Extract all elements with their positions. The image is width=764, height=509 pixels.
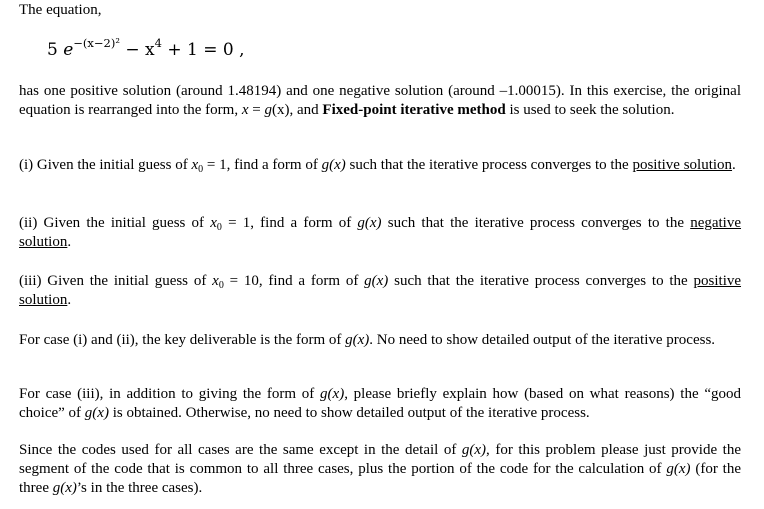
- case-iii-note: [19, 385, 741, 423]
- item-i: [19, 156, 741, 175]
- case3-text-2: , please briefly explain how (based on what reasons) the “good choice” of: [19, 386, 742, 421]
- case3-text-3: is obtained. Otherwise, no need to show detailed output of the iterative process.: [108, 405, 590, 421]
- item-iii-g: g(x): [364, 273, 389, 289]
- description-paragraph: [19, 82, 741, 120]
- item-iii-end: .: [67, 292, 72, 308]
- method-name: Fixed-point iterative method: [322, 102, 506, 118]
- cases-note-text: For case (i) and (ii), the key deliverable is the form of: [19, 332, 346, 348]
- item-i-target: positive solution: [632, 157, 733, 173]
- code-g2: g(x): [666, 461, 691, 477]
- item-ii-end: .: [67, 234, 72, 250]
- equation-minus-x: − x: [125, 40, 155, 60]
- item-i-end: .: [732, 157, 736, 173]
- form-g: g: [264, 102, 272, 118]
- equation-exp-base: e: [63, 40, 74, 60]
- cases-note-g: g(x): [345, 332, 370, 348]
- item-iii-var: x: [212, 273, 219, 289]
- item-ii-var: x: [210, 215, 217, 231]
- item-ii-mid: = 1, find a form of: [221, 215, 358, 231]
- case3-text: For case (iii), in addition to giving the form of: [19, 386, 321, 402]
- item-ii-subscript: 0: [216, 222, 222, 233]
- item-i-g: g(x): [321, 157, 346, 173]
- intro-text: The equation,: [19, 2, 102, 18]
- item-i-mid: = 1, find a form of: [203, 157, 322, 173]
- code-text-3: (for the three: [19, 461, 742, 496]
- item-iii-mid: = 10, find a form of: [223, 273, 365, 289]
- code-text-2: , for this problem please just provide the segment of the code that is common to all three cases, plus the portion of the code for the calculation of: [19, 442, 741, 477]
- description-text-3: is used to seek the solution.: [505, 102, 675, 118]
- item-i-pre: (i) Given the initial guess of: [19, 157, 192, 173]
- form-x: x: [241, 102, 249, 118]
- item-ii: [19, 214, 741, 252]
- equation-coefficient: 5: [47, 40, 58, 60]
- item-iii-target: positive solution: [19, 273, 742, 308]
- code-text: Since the codes used for all cases are the same except in the detail of: [19, 442, 462, 458]
- equation-exponent: −(x−2)²: [73, 36, 120, 50]
- item-ii-post: such that the iterative process converges to the: [381, 215, 691, 231]
- cases-i-ii-note: [19, 331, 741, 350]
- cases-note-text-2: . No need to show detailed output of the iterative process.: [369, 332, 716, 348]
- case3-g2: g(x): [84, 405, 109, 421]
- equation-x-power: 4: [154, 36, 162, 50]
- code-instruction: [19, 441, 741, 498]
- description-text-2: , and: [289, 102, 323, 118]
- equation: [47, 38, 245, 62]
- equation-rest: + 1 = 0 ,: [167, 40, 245, 60]
- item-i-post: such that the iterative process converges to the: [345, 157, 633, 173]
- form-g-arg: (x): [271, 102, 290, 118]
- item-ii-target: negative solution: [19, 215, 742, 250]
- form-equals: =: [248, 102, 265, 118]
- item-iii-pre: (iii) Given the initial guess of: [19, 273, 213, 289]
- code-g3: g(x): [52, 480, 77, 496]
- case3-g: g(x): [320, 386, 345, 402]
- item-i-subscript: 0: [198, 164, 204, 175]
- item-iii-subscript: 0: [218, 280, 224, 291]
- item-ii-pre: (ii) Given the initial guess of: [19, 215, 211, 231]
- item-iii-post: such that the iterative process converges to the: [388, 273, 694, 289]
- item-iii: [19, 272, 741, 310]
- item-i-var: x: [191, 157, 199, 173]
- item-ii-g: g(x): [357, 215, 382, 231]
- description-text: has one positive solution (around 1.48194) and one negative solution (around –1.00015). In this exercise, the original equation is rearranged into the form,: [19, 83, 741, 118]
- code-g: g(x): [461, 442, 487, 458]
- code-text-4: ’s in the three cases).: [76, 480, 203, 496]
